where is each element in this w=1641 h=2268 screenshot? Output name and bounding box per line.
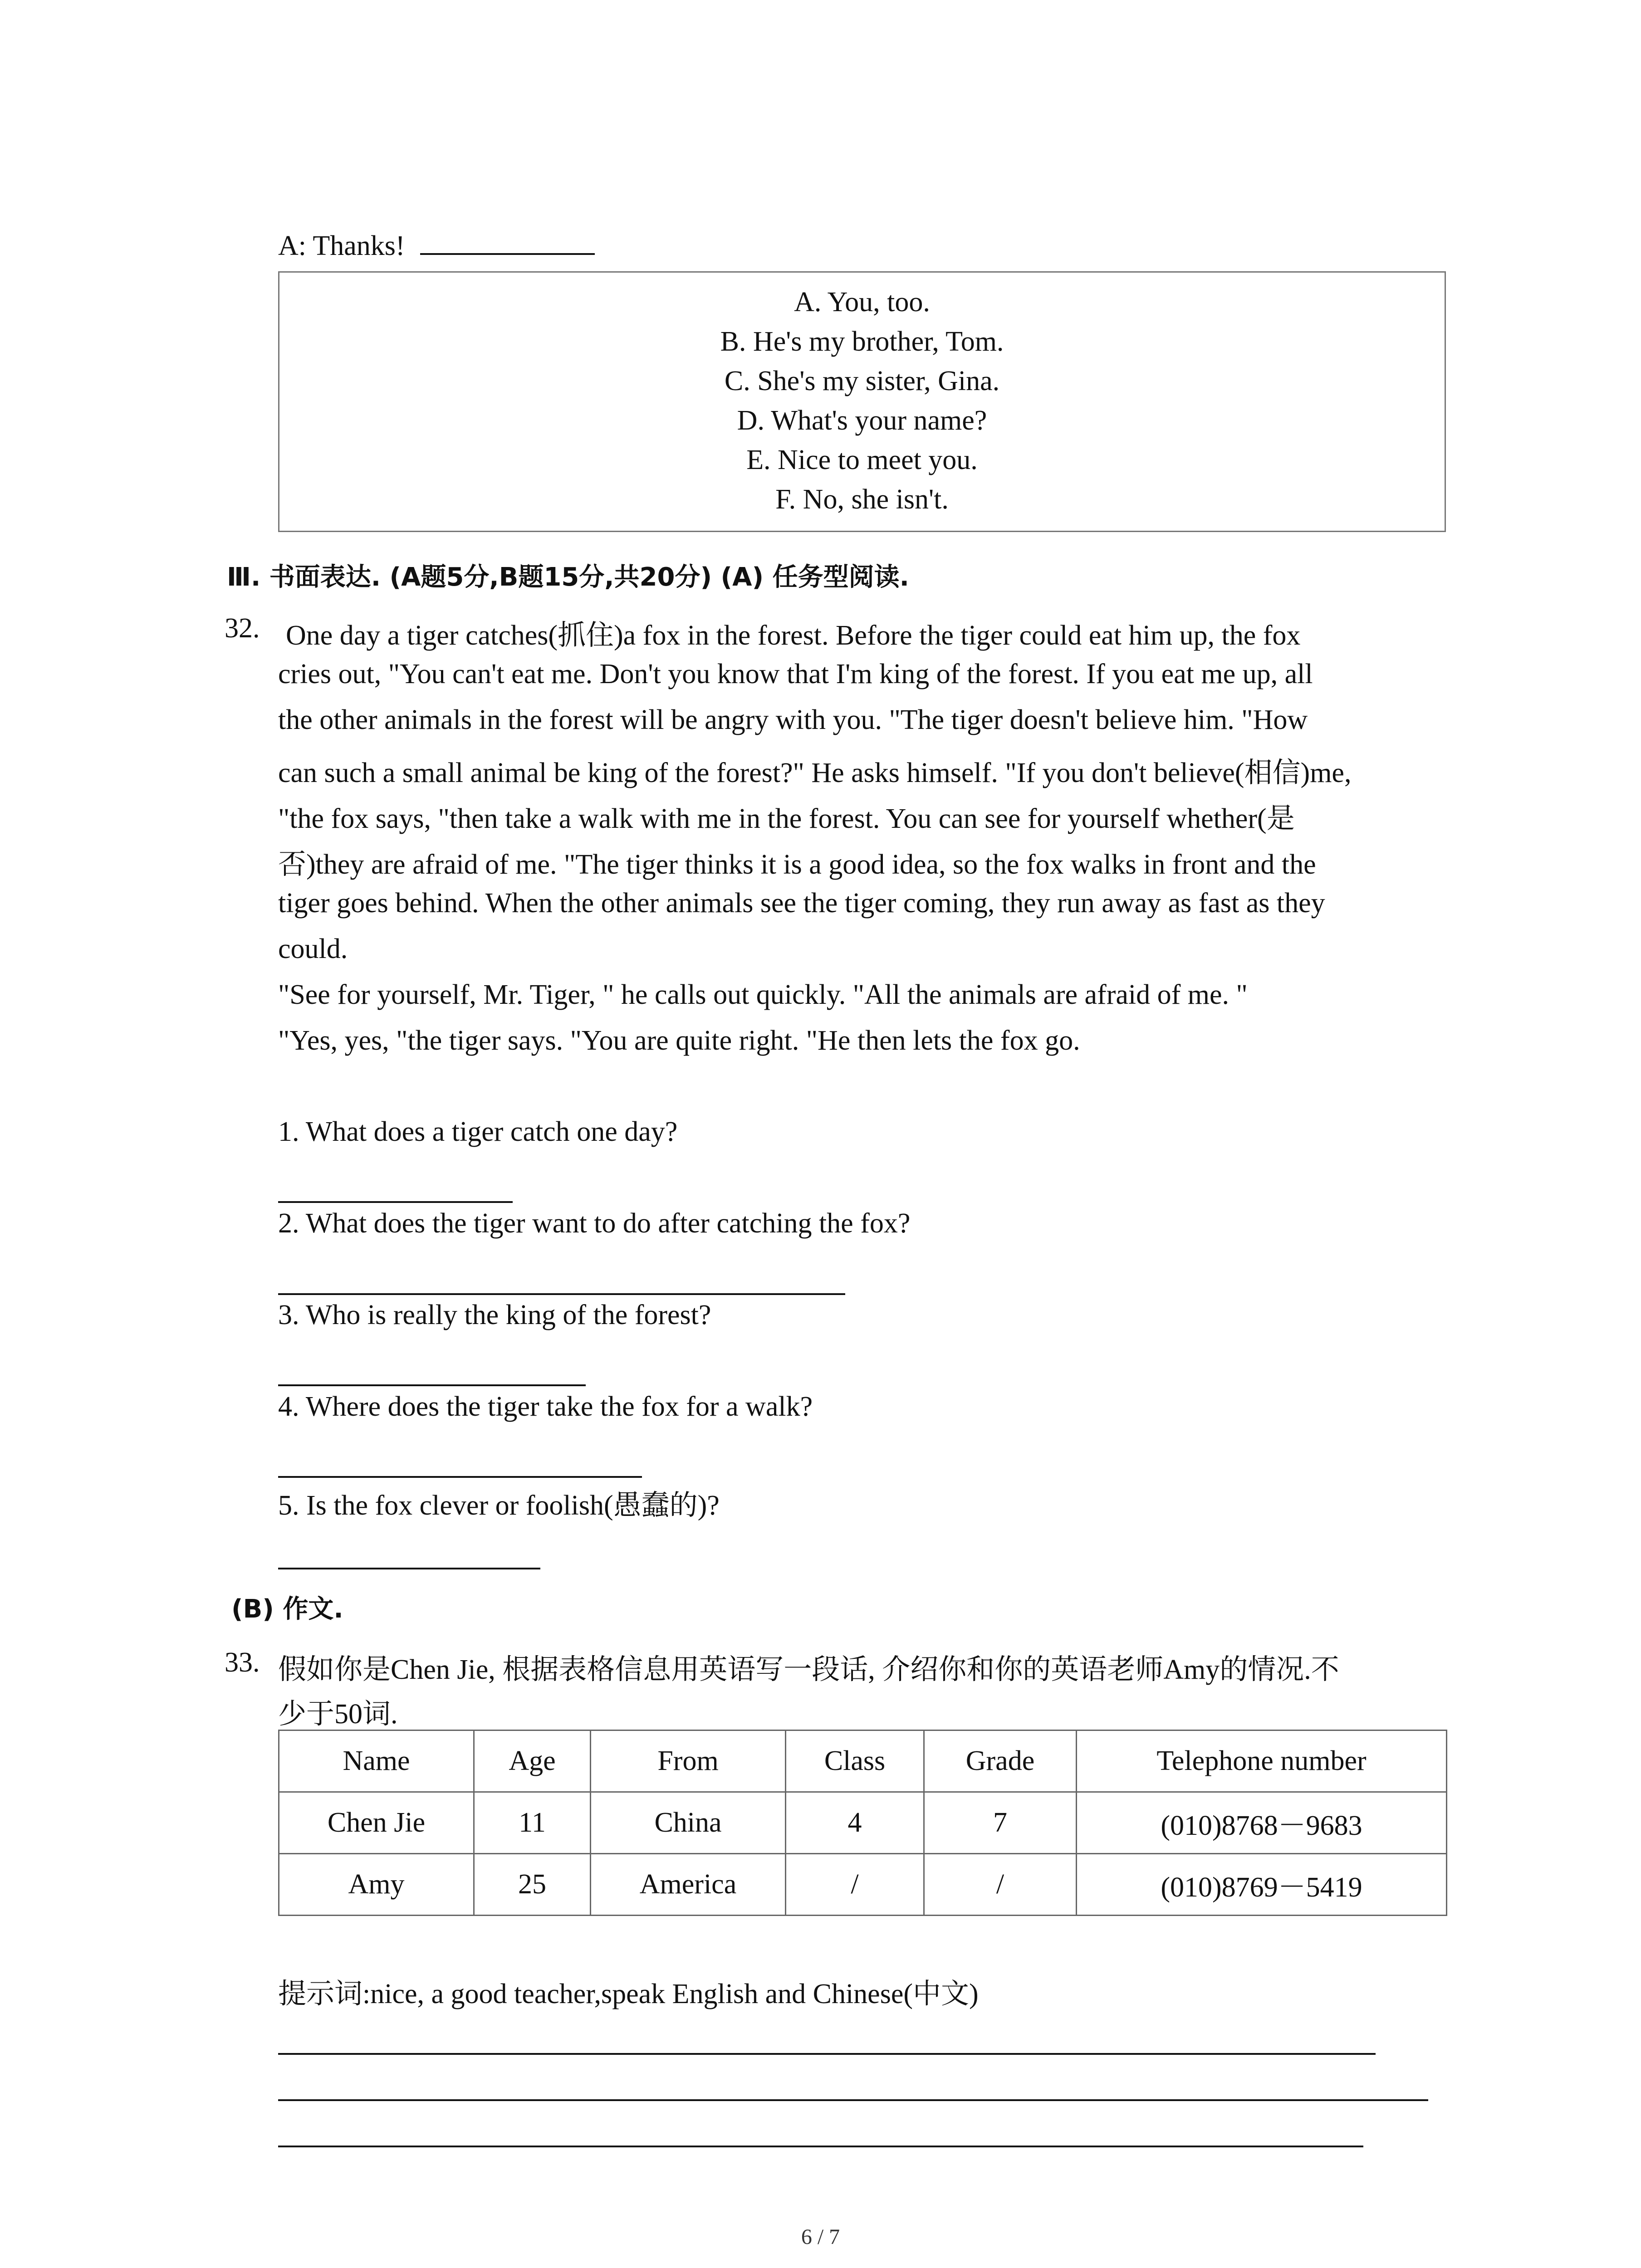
table-cell: 11 [474, 1792, 591, 1854]
table-header-cell: From [591, 1730, 786, 1792]
options-box [278, 271, 1446, 532]
table-cell: 7 [924, 1792, 1077, 1854]
question-number: 33. [225, 1647, 260, 1678]
table-header-cell: Telephone number [1077, 1730, 1447, 1792]
table-header-cell: Age [474, 1730, 591, 1792]
table-header-row [279, 1730, 1447, 1792]
essay-line-1[interactable] [278, 2053, 1376, 2055]
question-number: 32. [225, 613, 260, 644]
answer-line-5[interactable] [278, 1568, 540, 1569]
section-heading: Ⅲ. 书面表达. (A题5分,B题15分,共20分) (A) 任务型阅读. [227, 562, 909, 592]
passage-line: cries out, "You can't eat me. Don't you know that I'm king of the forest. If you eat me up, all [278, 659, 1313, 689]
table-row [279, 1854, 1447, 1916]
answer-line-2[interactable] [278, 1293, 845, 1295]
table-cell: Amy [279, 1854, 474, 1916]
sub-question-2: 2. What does the tiger want to do after catching the fox? [278, 1208, 911, 1239]
table-header-cell: Name [279, 1730, 474, 1792]
option-c: C. She's my sister, Gina. [724, 366, 1000, 396]
table-header-cell: Class [786, 1730, 924, 1792]
sub-question-5: 5. Is the fox clever or foolish(愚蠢的)? [278, 1490, 720, 1521]
dialog-line [278, 228, 595, 262]
table-cell: / [924, 1854, 1077, 1916]
option-d: D. What's your name? [737, 405, 987, 436]
passage-line: can such a small animal be king of the forest?" He asks himself. "If you don't believe(相信)me, [278, 758, 1352, 788]
sub-question-3: 3. Who is really the king of the forest? [278, 1300, 711, 1330]
table-cell: 25 [474, 1854, 591, 1916]
part-b-heading: (B) 作文. [231, 1594, 343, 1624]
table-cell: America [591, 1854, 786, 1916]
dialog-text: A: Thanks! [278, 230, 405, 261]
table-cell: Chen Jie [279, 1792, 474, 1854]
table-cell: (010)8769－5419 [1077, 1854, 1447, 1916]
table-cell: 4 [786, 1792, 924, 1854]
hint-words: 提示词:nice, a good teacher,speak English and Chinese(中文) [278, 1979, 979, 2009]
passage-line: "Yes, yes, "the tiger says. "You are quite right. "He then lets the fox go. [278, 1025, 1080, 1056]
passage-line: 否)they are afraid of me. "The tiger thinks it is a good idea, so the fox walks in front and the [278, 849, 1316, 880]
answer-blank[interactable] [420, 228, 595, 255]
writing-prompt-line: 少于50词. [278, 1699, 398, 1730]
sub-question-1: 1. What does a tiger catch one day? [278, 1116, 678, 1147]
passage-line: "See for yourself, Mr. Tiger, " he calls out quickly. "All the animals are afraid of me. " [278, 979, 1248, 1010]
option-b: B. He's my brother, Tom. [720, 326, 1004, 357]
sub-question-4: 4. Where does the tiger take the fox for a walk? [278, 1391, 813, 1422]
page-number: 6 / 7 [801, 2225, 840, 2249]
writing-prompt-line: 假如你是Chen Jie, 根据表格信息用英语写一段话, 介绍你和你的英语老师Amy的情况.不 [278, 1654, 1339, 1685]
passage-line: "the fox says, "then take a walk with me in the forest. You can see for yourself whether(是 [278, 803, 1295, 834]
info-table [278, 1730, 1447, 1916]
table-header-cell: Grade [924, 1730, 1077, 1792]
passage-line: tiger goes behind. When the other animals see the tiger coming, they run away as fast as they [278, 888, 1325, 919]
table-cell: (010)8768－9683 [1077, 1792, 1447, 1854]
passage-line: the other animals in the forest will be angry with you. "The tiger doesn't believe him. "How [278, 704, 1308, 735]
answer-line-4[interactable] [278, 1476, 642, 1478]
answer-line-1[interactable] [278, 1201, 513, 1203]
passage-line: One day a tiger catches(抓住)a fox in the forest. Before the tiger could eat him up, the fox [286, 620, 1301, 651]
table-cell: China [591, 1792, 786, 1854]
option-f: F. No, she isn't. [775, 484, 949, 515]
table-cell: / [786, 1854, 924, 1916]
essay-line-2[interactable] [278, 2099, 1428, 2101]
option-e: E. Nice to meet you. [746, 445, 978, 475]
table-row [279, 1792, 1447, 1854]
essay-line-3[interactable] [278, 2146, 1363, 2147]
answer-line-3[interactable] [278, 1384, 586, 1386]
option-a: A. You, too. [794, 287, 930, 318]
passage-line: could. [278, 934, 348, 964]
